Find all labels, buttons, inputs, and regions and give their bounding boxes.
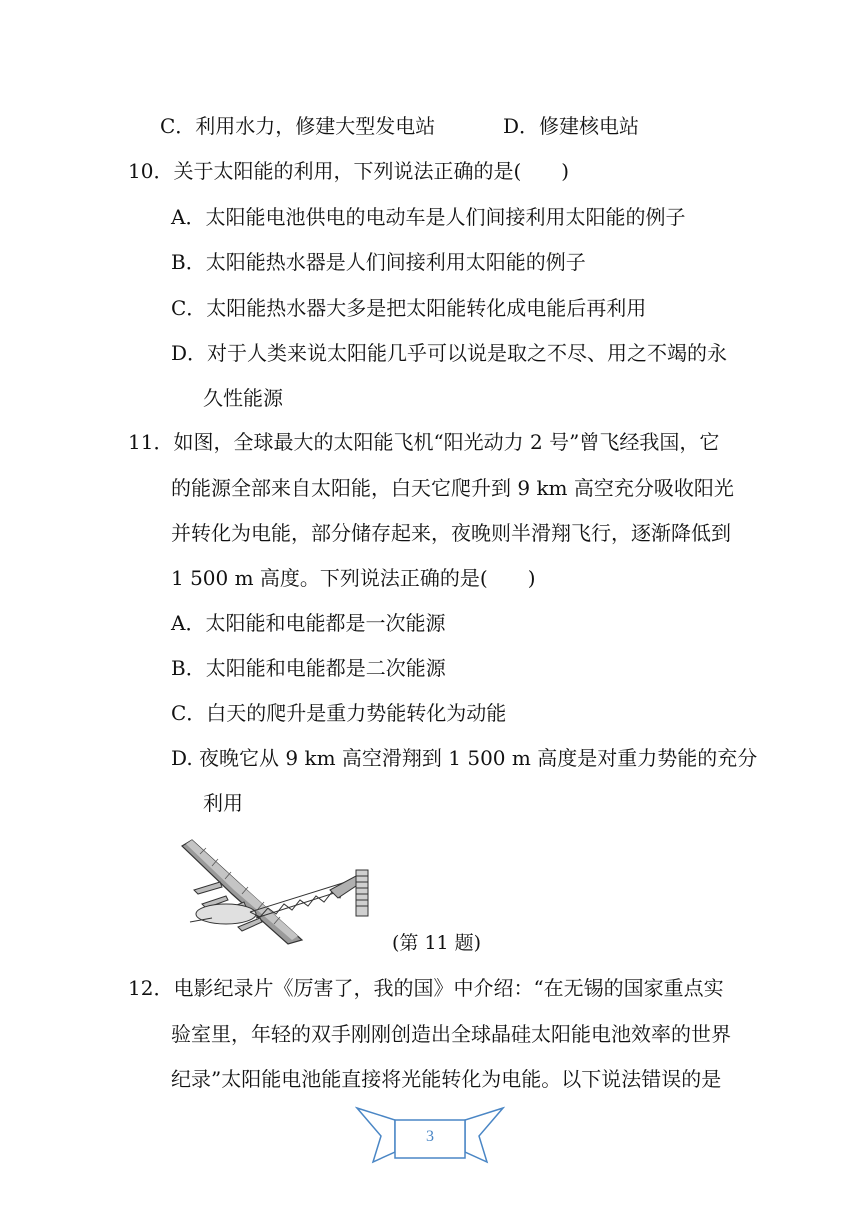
page-number: 3 — [426, 1128, 434, 1145]
q9-option-c: C．利用水力，修建大型发电站 — [160, 114, 436, 138]
q11-option-d-cont: 利用 — [203, 791, 243, 815]
q11-option-a: A．太阳能和电能都是一次能源 — [171, 611, 446, 635]
q12-stem-2: 验室里，年轻的双手刚刚创造出全球晶硅太阳能电池效率的世界 — [171, 1022, 731, 1046]
q10-stem: 10．关于太阳能的利用，下列说法正确的是( ) — [128, 159, 570, 183]
q12-stem-1: 12．电影纪录片《厉害了，我的国》中介绍：“在无锡的国家重点实 — [128, 976, 724, 1000]
q11-option-c: C．白天的爬升是重力势能转化为动能 — [171, 701, 507, 725]
q12-stem-3: 纪录”太阳能电池能直接将光能转化为电能。以下说法错误的是 — [171, 1067, 722, 1091]
q9-option-d: D．修建核电站 — [503, 114, 640, 138]
q11-stem-2: 的能源全部来自太阳能，白天它爬升到 9 km 高空充分吸收阳光 — [171, 476, 734, 500]
page-number-ribbon — [355, 1098, 505, 1168]
q10-option-b: B．太阳能热水器是人们间接利用太阳能的例子 — [171, 250, 586, 274]
q11-stem-3: 并转化为电能，部分储存起来，夜晚则半滑翔飞行，逐渐降低到 — [171, 521, 731, 545]
figure-caption: (第 11 题) — [392, 932, 482, 954]
q10-option-c: C．太阳能热水器大多是把太阳能转化成电能后再利用 — [171, 296, 647, 320]
q11-stem-1: 11．如图，全球最大的太阳能飞机“阳光动力 2 号”曾飞经我国，它 — [128, 430, 720, 454]
q11-option-d: D. 夜晚它从 9 km 高空滑翔到 1 500 m 高度是对重力势能的充分 — [171, 746, 758, 770]
q11-stem-4: 1 500 m 高度。下列说法正确的是( ) — [171, 566, 536, 590]
q10-option-d: D．对于人类来说太阳能几乎可以说是取之不尽、用之不竭的永 — [171, 341, 728, 365]
solar-airplane-icon — [180, 832, 380, 947]
q10-option-a: A．太阳能电池供电的电动车是人们间接利用太阳能的例子 — [171, 205, 686, 229]
q11-option-b: B．太阳能和电能都是二次能源 — [171, 656, 446, 680]
q10-option-d-cont: 久性能源 — [203, 386, 283, 410]
